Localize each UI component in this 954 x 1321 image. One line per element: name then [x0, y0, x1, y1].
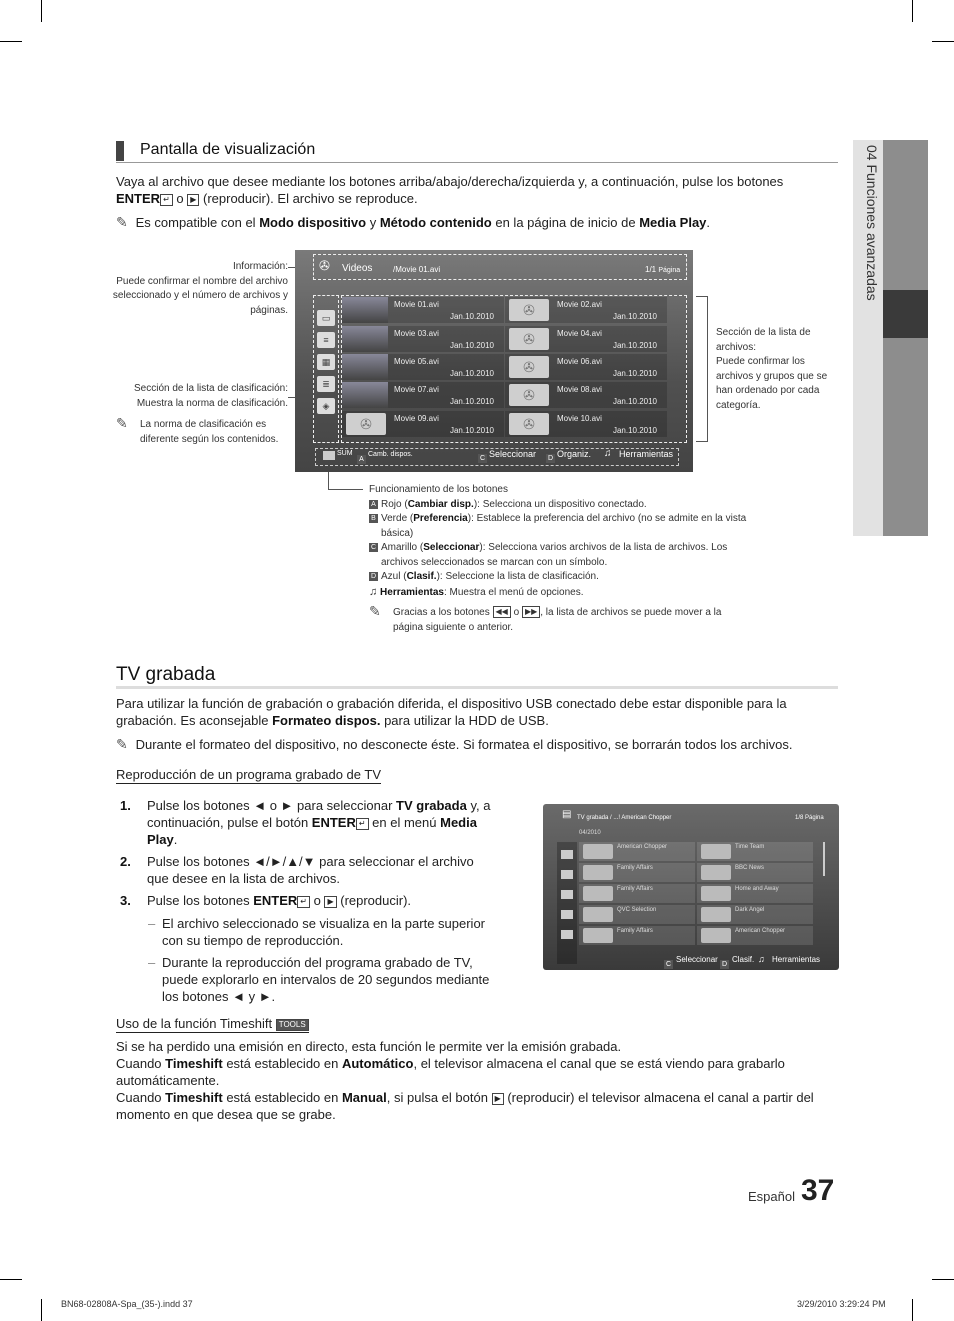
file-item[interactable]	[505, 382, 667, 408]
program-name: Dark Angel	[735, 907, 765, 913]
footer-tools[interactable]: Herramientas	[772, 955, 821, 964]
step-3: 3. Pulse los botones ENTER ↵ o ▶ (reproducir).	[120, 893, 412, 908]
file-date: Jan.10.2010	[612, 369, 657, 378]
sort-icon[interactable]	[561, 910, 573, 919]
film-reel-icon: ✇	[509, 328, 549, 350]
crop-mark	[41, 0, 42, 22]
page-number: 37	[801, 1174, 835, 1207]
video-thumbnail	[342, 326, 388, 352]
program-name: Time Team	[735, 844, 765, 850]
section-rule	[116, 686, 838, 689]
recorded-item[interactable]	[579, 884, 695, 903]
sort-icon[interactable]	[561, 870, 573, 879]
footer-key-d: D	[547, 455, 554, 463]
file-name: Movie 03.avi	[394, 329, 439, 338]
crop-mark	[0, 1279, 22, 1280]
file-list-bracket	[696, 296, 708, 442]
file-name: Movie 08.avi	[557, 385, 602, 394]
tv-grabada-intro: Para utilizar la función de grabación o grabación diferida, el dispositivo USB conectado debe estar disponible para la grabación. Es aconsejable Formateo dispos. para utilizar la HDD de USB.	[116, 696, 787, 728]
folder-icon[interactable]: ▭	[317, 310, 335, 326]
recorded-thumbnail-icon	[701, 928, 731, 943]
recorded-thumbnail-icon	[701, 886, 731, 901]
video-thumbnail	[342, 297, 388, 323]
intro-paragraph: Vaya al archivo que desee mediante los botones arriba/abajo/derecha/izquierda y, a continuación, pulse los botones ENTER ↵ o ▶ (reproducir). El archivo se reproduce.	[116, 174, 784, 206]
recorded-item[interactable]	[579, 842, 695, 861]
button-row: D Azul (Clasif.): Seleccione la lista de clasificación.	[370, 571, 599, 582]
subheading-playback: Reproducción de un programa grabado de TV	[116, 767, 381, 782]
file-date: Jan.10.2010	[449, 341, 494, 350]
screen-path: /Movie 01.avi	[393, 265, 441, 274]
sort-icon[interactable]	[561, 850, 573, 859]
file-item[interactable]	[505, 297, 667, 323]
recorded-thumbnail-icon	[583, 865, 613, 880]
format-note: ✎ Durante el formateo del dispositivo, no desconecte éste. Si formatea el dispositivo, se borrarán todos los archivos.	[116, 736, 793, 752]
tools-key-icon: TOOLS	[276, 1019, 309, 1031]
crop-mark	[912, 0, 913, 22]
tools-icon: ♫	[604, 448, 612, 459]
film-reel-icon: ✇	[346, 413, 386, 435]
timeshift-text: Si se ha perdido una emisión en directo, esta función le permite ver la emisión grabada. Cuando Timeshift está establecido en Automático, el televisor almacena el canal que se está viendo para grabarlo automáticamente. Cuando Timeshift está establecido en Manual, si pulsa el botón ▶ (reproducir) el televisor almacena el canal a partir del momento en que desea que se grabe.	[116, 1039, 814, 1122]
scrollbar[interactable]	[823, 842, 825, 876]
annotation-sort: Sección de la lista de clasificación: Muestra la norma de clasificación.	[134, 383, 288, 409]
program-name: Home and Away	[735, 886, 779, 892]
crop-mark	[41, 1299, 42, 1321]
subheading-timeshift: Uso de la función Timeshift TOOLS	[116, 1015, 309, 1033]
section-title: Pantalla de visualización	[140, 141, 316, 158]
footer-language: Español	[748, 1189, 795, 1204]
file-item[interactable]	[342, 382, 504, 408]
tools-icon: ♫	[369, 585, 378, 598]
recorded-item[interactable]	[579, 926, 695, 945]
play-icon: ▶	[492, 1093, 504, 1105]
note-pencil-icon: ✎	[116, 736, 128, 752]
program-name: American Chopper	[735, 928, 786, 934]
buttons-explanation: Funcionamiento de los botones A Rojo (Cambiar disp.): Selecciona un dispositivo conectado. B Verde (Preferencia): Establece la preferencia del archivo (no se admite en la vista básica) C Amarillo (Seleccionar): Selecciona varios archivos de la lista de archivos. Los archivos seleccionados se marcan con un símbolo. D Azul (Clasif.): Seleccione la lista de clasificación. ♫ Herramientas: Muestra el menú de opciones. ✎ Gracias a los botones ◀◀ o ▶▶ , la lista de archivos se puede mover a la página siguiente o anterior.	[369, 483, 749, 635]
screen-page: 1/1 Página	[645, 265, 681, 274]
file-item[interactable]	[342, 354, 504, 380]
file-name: Movie 01.avi	[394, 300, 439, 309]
chapter-tab-strip	[883, 140, 928, 536]
color-key-icon: D	[370, 573, 377, 580]
screen2-path: TV grabada / ...! American Chopper	[577, 815, 672, 821]
program-name: Family Affairs	[617, 865, 653, 871]
play-icon: ▶	[324, 896, 336, 908]
footer-sum: SUM	[337, 450, 353, 457]
file-item[interactable]	[342, 326, 504, 352]
recorded-item[interactable]	[697, 926, 813, 945]
crop-mark	[932, 41, 954, 42]
button-row: A Rojo (Cambiar disp.): Selecciona un dispositivo conectado.	[369, 498, 749, 513]
program-name: American Chopper	[617, 844, 668, 850]
file-name: Movie 06.avi	[557, 357, 602, 366]
color-key-icon: A	[369, 500, 378, 509]
dash-2: – Durante la reproducción del programa grabado de TV, puede explorarlo en intervalos de 20 segundos mediante los botones ◄ y ►.	[148, 955, 490, 1004]
chapter-tab-label: 04 Funciones avanzadas	[864, 145, 880, 301]
file-date: Jan.10.2010	[449, 312, 494, 321]
video-icon: ✇	[319, 258, 330, 273]
step-2: 2. Pulse los botones ◄/►/▲/▼ para seleccionar el archivo que desee en la lista de archivos.	[120, 854, 474, 886]
file-date: Jan.10.2010	[449, 369, 494, 378]
annotation-file-list: Sección de la lista de archivos: Puede confirmar los archivos y grupos que se han ordenado por cada categoría.	[716, 327, 828, 411]
film-reel-icon: ✇	[509, 384, 549, 406]
section-rule	[116, 162, 838, 163]
section-marker	[116, 141, 124, 161]
calendar-icon[interactable]: ▦	[317, 354, 335, 370]
recorded-item[interactable]	[697, 884, 813, 903]
video-thumbnail	[342, 382, 388, 408]
dash-1: – El archivo seleccionado se visualiza en la parte superior con su tiempo de reproducción.	[148, 916, 486, 948]
note-pencil-icon: ✎	[116, 415, 128, 431]
file-item[interactable]	[505, 411, 667, 437]
sort-icon[interactable]: ≣	[317, 376, 335, 392]
program-name: Family Affairs	[617, 886, 653, 892]
recorded-thumbnail-icon	[583, 928, 613, 943]
rewind-icon: ◀◀	[493, 606, 511, 618]
enter-icon: ↵	[297, 896, 310, 908]
note-pencil-icon: ✎	[116, 214, 128, 230]
shirt-icon[interactable]: ◈	[317, 398, 335, 414]
enter-icon: ↵	[160, 194, 173, 206]
footer-select[interactable]: Seleccionar	[676, 955, 718, 964]
file-item[interactable]	[342, 411, 504, 437]
footer-change-device[interactable]: Camb. dispos.	[368, 451, 413, 458]
file-date: Jan.10.2010	[612, 312, 657, 321]
footer-date: 3/29/2010 3:29:24 PM	[797, 1299, 886, 1309]
button-row: B Verde (Preferencia): Establece la preferencia del archivo (no se admite en la vista básica)	[369, 512, 749, 541]
file-date: Jan.10.2010	[612, 426, 657, 435]
recorded-thumbnail-icon	[583, 907, 613, 922]
recorded-item[interactable]	[579, 905, 695, 924]
footer-select[interactable]: Seleccionar	[489, 449, 537, 459]
recorded-thumbnail-icon	[701, 865, 731, 880]
film-reel-icon: ✇	[509, 413, 549, 435]
file-item[interactable]	[505, 354, 667, 380]
usb-icon	[323, 451, 335, 460]
footer-key-c: C	[479, 455, 486, 463]
film-reel-icon: ✇	[509, 356, 549, 378]
page-nav-note: ✎ Gracias a los botones ◀◀ o ▶▶ , la lista de archivos se puede mover a la página siguiente o anterior.	[369, 603, 722, 633]
file-name: Movie 10.avi	[557, 414, 602, 423]
file-date: Jan.10.2010	[449, 426, 494, 435]
screen-category: Videos	[342, 263, 373, 274]
footer-sort[interactable]: Clasif.	[732, 955, 755, 964]
play-icon: ▶	[187, 194, 199, 206]
recorded-item[interactable]	[579, 863, 695, 882]
button-rows	[369, 498, 749, 585]
compat-note: ✎ Es compatible con el Modo dispositivo y Método contenido en la página de inicio de Media Play.	[116, 214, 711, 230]
media-play-screen	[295, 250, 693, 472]
footer-key-a: A	[357, 451, 366, 469]
recorded-thumbnail-icon	[583, 844, 613, 859]
file-name: Movie 05.avi	[394, 357, 439, 366]
file-date: Jan.10.2010	[612, 341, 657, 350]
chapter-tab-marker	[883, 290, 928, 338]
recorded-item[interactable]	[697, 863, 813, 882]
footer-organize[interactable]: Organiz.	[557, 449, 592, 459]
section-title: TV grabada	[116, 664, 216, 685]
color-key-icon: C	[370, 544, 377, 551]
recorded-item[interactable]	[697, 842, 813, 861]
recorded-icon: ▤	[562, 809, 572, 820]
footer-key-c: C	[665, 961, 672, 969]
file-date: Jan.10.2010	[612, 397, 657, 406]
file-name: Movie 09.avi	[394, 414, 439, 423]
note-pencil-icon: ✎	[369, 603, 381, 619]
footer-key-d: D	[721, 961, 728, 969]
step-1: 1. Pulse los botones ◄ o ► para seleccionar TV grabada y, a continuación, pulse el botón ENTER ↵ en el menú Media Play.	[120, 798, 491, 847]
program-name: BBC News	[735, 865, 765, 871]
crop-mark	[912, 1299, 913, 1321]
list-icon[interactable]: ≡	[317, 332, 335, 348]
footer-tools[interactable]: Herramientas	[619, 449, 674, 459]
file-item[interactable]	[342, 297, 504, 323]
playback-steps	[116, 797, 496, 1005]
screen2-date: 04/2010	[579, 830, 601, 836]
file-name: Movie 04.avi	[557, 329, 602, 338]
film-reel-icon: ✇	[509, 299, 549, 321]
file-name: Movie 02.avi	[557, 300, 602, 309]
sort-icon[interactable]	[561, 890, 573, 899]
sort-icon[interactable]	[561, 930, 573, 939]
button-row: C Amarillo (Seleccionar): Selecciona varios archivos de la lista de archivos. Los archivos seleccionados se marcan con un símbolo.	[370, 542, 728, 568]
footer-file: BN68-02808A-Spa_(35-).indd 37	[61, 1299, 193, 1309]
tools-icon: ♫	[758, 954, 765, 964]
recorded-tv-screen	[543, 804, 839, 970]
enter-icon: ↵	[356, 818, 369, 830]
crop-mark	[932, 1279, 954, 1280]
screen2-sort-bar	[557, 842, 577, 964]
annotation-sort-note: ✎ La norma de clasificación es diferente según los contenidos.	[116, 415, 279, 445]
recorded-thumbnail-icon	[701, 907, 731, 922]
fast-forward-icon: ▶▶	[522, 606, 540, 618]
file-name: Movie 07.avi	[394, 385, 439, 394]
file-date: Jan.10.2010	[449, 397, 494, 406]
program-name: Family Affairs	[617, 928, 653, 934]
file-item[interactable]	[505, 326, 667, 352]
program-name: QVC Selection	[617, 907, 657, 913]
recorded-thumbnail-icon	[701, 844, 731, 859]
crop-mark	[0, 41, 22, 42]
annotation-info: Información: Puede confirmar el nombre del archivo seleccionado y el número de archivos y páginas.	[112, 261, 288, 316]
recorded-thumbnail-icon	[583, 886, 613, 901]
video-thumbnail	[342, 354, 388, 380]
leader-line	[328, 489, 363, 490]
leader-line	[328, 472, 329, 489]
recorded-item[interactable]	[697, 905, 813, 924]
screen2-page: 1/8 Página	[795, 815, 824, 821]
tools-row: ♫ Herramientas: Muestra el menú de opciones.	[369, 585, 584, 598]
color-key-icon: B	[369, 514, 378, 523]
